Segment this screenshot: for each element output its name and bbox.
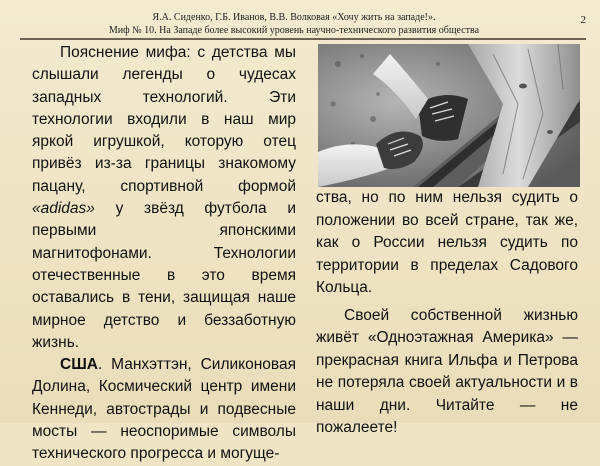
country-label: США: [60, 356, 98, 374]
photo-feet-on-rail-icon: [318, 44, 580, 187]
myth-explanation-paragraph: [32, 42, 296, 354]
header-authors-title: Я.А. Сиденко, Г.Б. Иванов, В.В. Волковая «Хочу жить на западе!».: [152, 12, 436, 23]
usa-paragraph: [32, 354, 296, 465]
paragraph-text: . Манхэттэн, Силиконовая Долина, Космический центр имени Кеннеди, автострады и подвесные мосты — неоспоримые символы технического прогресса и могуще-: [32, 356, 296, 463]
page-number: 2: [580, 14, 586, 26]
right-text-column: [316, 187, 578, 440]
header-divider: [20, 38, 586, 40]
photo-image: [318, 44, 580, 187]
paragraph-text: Пояснение мифа: с детства мы слышали легенды о чудесах западных технологий. Эти технологии входили в наш мир яркой игрушкой, которую отец привёз из-за границы знакомому пацану, спортивной формой: [32, 44, 296, 195]
running-header: [14, 11, 574, 37]
book-recommendation-paragraph: Своей собственной жизнью живёт «Одноэтажная Америка» — прекрасная книга Ильфа и Петрова не потеряла своей актуальности и в наши дни. Читайте — не пожалеете!: [316, 306, 578, 436]
left-text-column: [32, 42, 296, 466]
brand-name: «adidas»: [32, 200, 95, 218]
header-myth-title: Миф № 10. На Западе более высокий уровень научно-технического развития общества: [108, 25, 480, 36]
paragraph-text: у звёзд футбола и первыми японскими магнитофонами. Технологии отечественные в это время оставались в тени, защищая наше мирное детство и беззаботную жизнь.: [32, 200, 296, 351]
continuation-paragraph: ства, но по ним нельзя судить о положении во всей стране, так же, как о России нельзя судить по территории в пределах Садового Кольца.: [316, 189, 578, 296]
